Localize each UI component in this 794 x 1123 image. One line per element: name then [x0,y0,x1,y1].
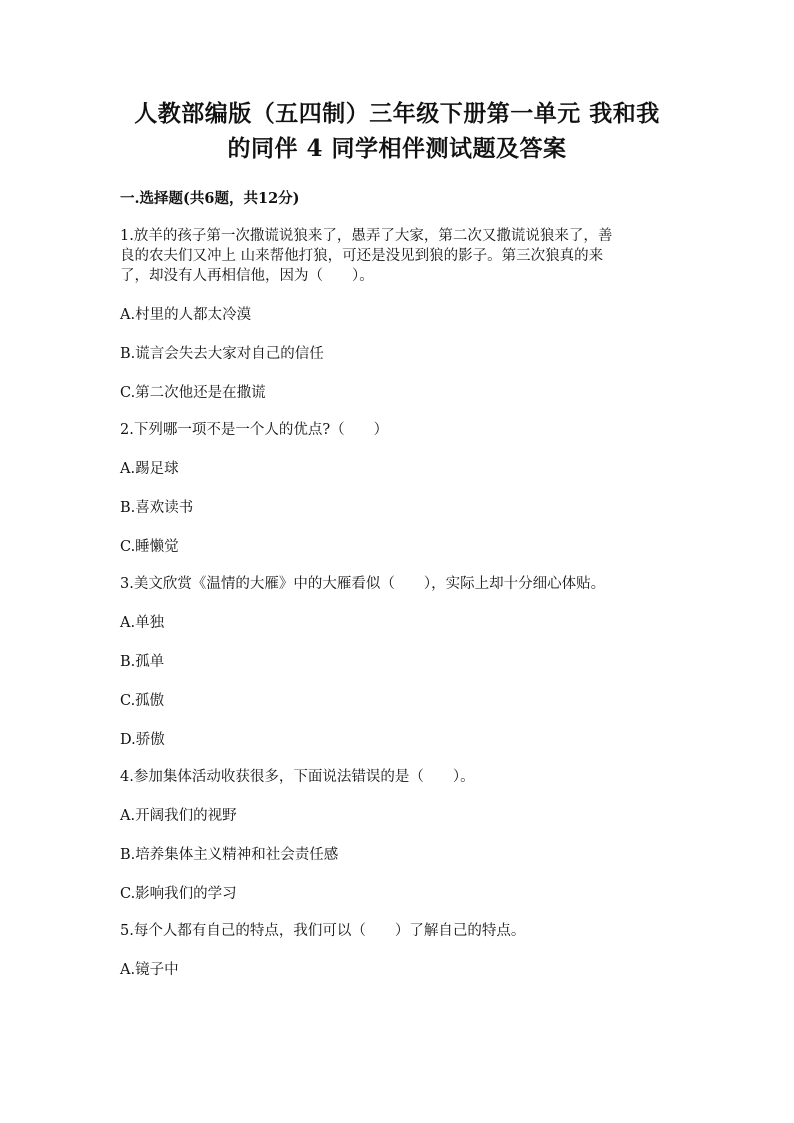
question-stem-line: 4.参加集体活动收获很多，下面说法错误的是（ ）。 [120,769,475,785]
option-1b: B.谎言会失去大家对自己的信任 [120,346,324,362]
option-3d: D.骄傲 [120,732,165,748]
option-4b: B.培养集体主义精神和社会责任感 [120,847,339,863]
option-2a: A.踢足球 [120,461,179,477]
title-line-2: 的同伴 4 同学相伴测试题及答案 [227,135,567,162]
title-line-1: 人教部编版（五四制）三年级下册第一单元 我和我 [134,100,660,127]
question-stem-line: 良的农夫们又冲上 山来帮他打狼，可还是没见到狼的影子。第三次狼真的来 [120,248,604,264]
question-stem-line: 了，却没有人再相信他，因为（ ）。 [120,268,374,284]
question-2 [120,420,674,440]
option-1c: C.第二次他还是在撒谎 [120,385,266,401]
question-1 [120,226,674,286]
option-5a: A.镜子中 [120,962,179,978]
option-3a: A.单独 [120,615,165,631]
option-2c: C.睡懒觉 [120,539,179,555]
question-stem-line: 3.美文欣赏《温情的大雁》中的大雁看似（ ），实际上却十分细心体贴。 [120,576,606,592]
option-4c: C.影响我们的学习 [120,886,237,902]
option-3b: B.孤单 [120,654,165,670]
question-5 [120,921,674,941]
option-1a: A.村里的人都太冷漠 [120,307,252,323]
question-3 [120,574,674,594]
page-title [120,96,674,166]
question-4 [120,767,674,787]
question-stem-line: 5.每个人都有自己的特点，我们可以（ ）了解自己的特点。 [120,923,526,939]
option-4a: A.开阔我们的视野 [120,808,237,824]
question-stem-line: 1.放羊的孩子第一次撒谎说狼来了，愚弄了大家，第二次又撒谎说狼来了，善 [120,228,613,244]
option-2b: B.喜欢读书 [120,500,194,516]
option-3c: C.孤傲 [120,693,165,709]
section-heading: 一.选择题(共6题，共12分) [120,190,300,207]
question-stem-line: 2.下列哪一项不是一个人的优点?（ ） [120,422,389,438]
